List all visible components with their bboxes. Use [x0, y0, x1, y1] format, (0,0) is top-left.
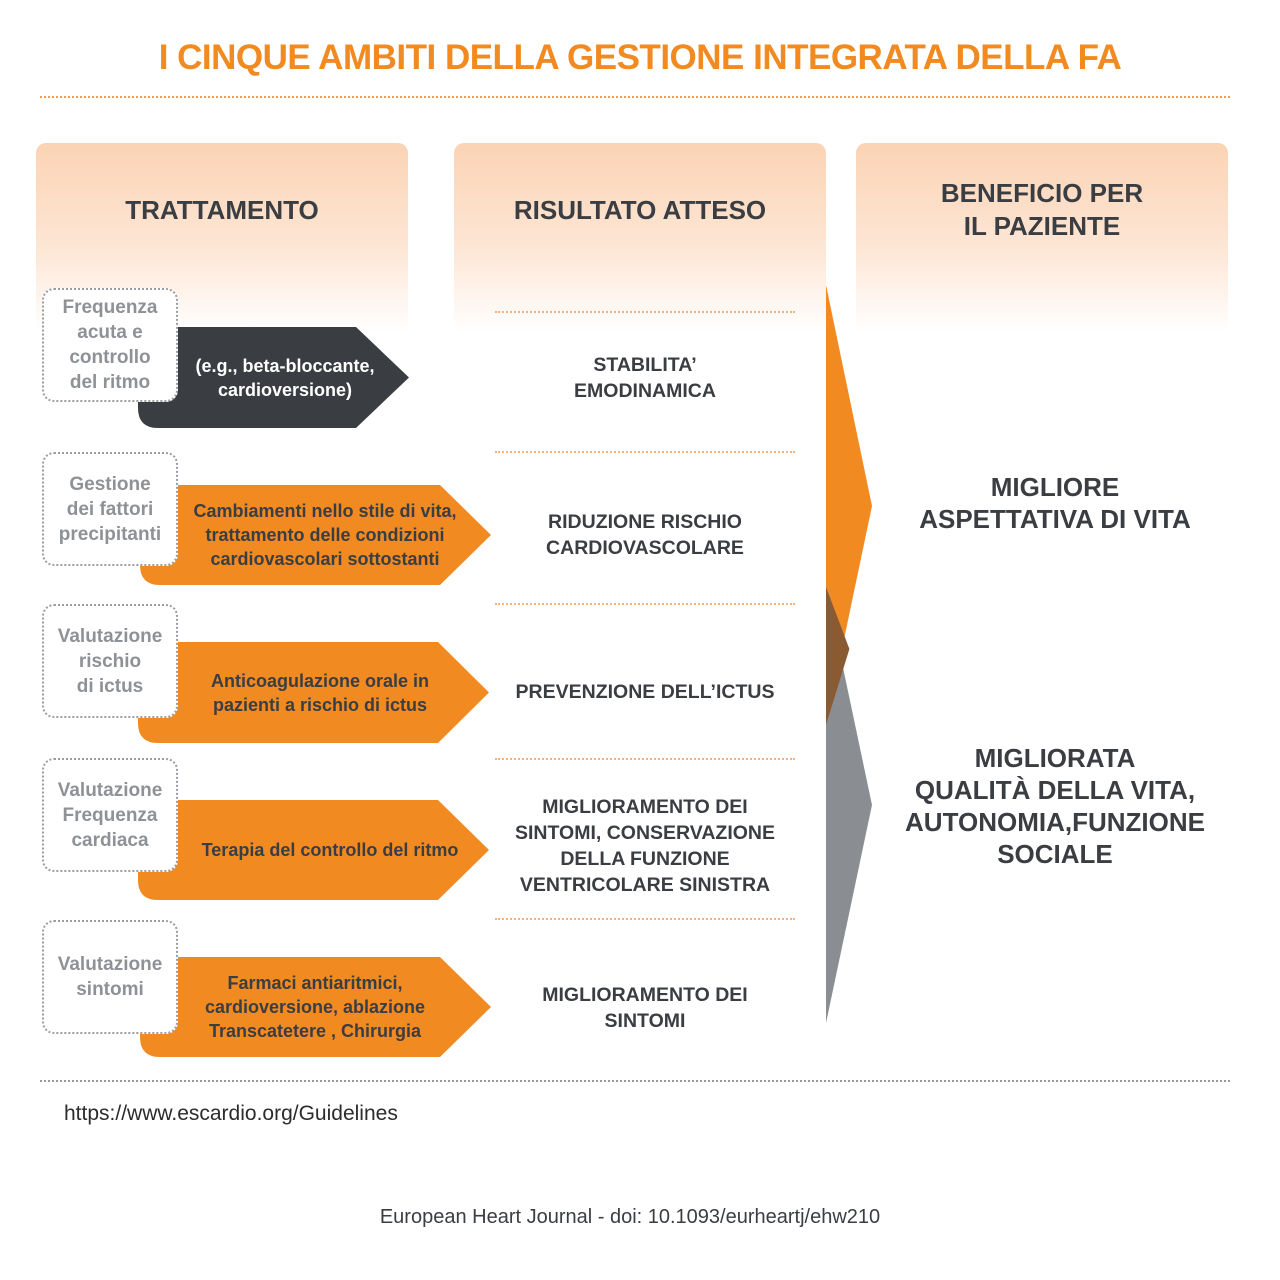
row-separator: [495, 451, 795, 453]
result-line: RIDUZIONE RISCHIO: [548, 511, 742, 533]
row-separator: [495, 758, 795, 760]
treatment-line: Anticoagulazione orale in: [210, 670, 430, 691]
question-line: Gestione: [69, 473, 151, 495]
question-line: rischio: [78, 650, 142, 672]
result-line: STABILITA’: [593, 354, 697, 376]
treatment-arrow-4: [138, 800, 490, 900]
question-box-3: [42, 604, 178, 718]
treatment-line: (e.g., beta-bloccante,: [195, 355, 375, 376]
question-line: Valutazione: [57, 625, 163, 647]
question-line: acuta e: [77, 322, 143, 343]
row-separator: [495, 603, 795, 605]
benefit-line: QUALITÀ DELLA VITA,: [914, 775, 1196, 805]
benefit-life-expectancy: [880, 471, 1230, 535]
expected-result-5: [495, 982, 795, 1034]
treatment-line: cardiovascolari sottostanti: [210, 549, 440, 569]
row-separator: [495, 918, 795, 920]
title-divider: [40, 96, 1230, 98]
treatment-arrow-1: [138, 327, 410, 428]
result-line: SINTOMI: [604, 1010, 686, 1032]
question-box-1: [42, 288, 178, 402]
expected-result-1: [495, 352, 795, 404]
treatment-text-5: [180, 957, 450, 1057]
treatment-line: trattamento delle condizioni: [205, 525, 445, 545]
treatment-line: cardioversione): [217, 379, 353, 400]
treatment-arrow-3: [138, 642, 490, 743]
page-title: I CINQUE AMBITI DELLA GESTIONE INTEGRATA DELLA FA: [158, 38, 1122, 77]
footer-divider: [40, 1080, 1230, 1082]
treatment-text-4: [180, 800, 480, 900]
question-line: del ritmo: [69, 372, 151, 393]
benefit-line: ASPETTATIVA DI VITA: [919, 504, 1191, 534]
row-separator: [495, 311, 795, 313]
question-box-5: [42, 920, 178, 1034]
result-line: EMODINAMICA: [574, 380, 716, 402]
question-line: Frequenza: [62, 804, 158, 826]
column-title-patient-benefit-line2: IL PAZIENTE: [963, 211, 1121, 241]
benefit-line: SOCIALE: [997, 839, 1113, 869]
treatment-text-2: [180, 485, 470, 585]
column-header-patient-benefit: [856, 143, 1228, 333]
result-line: DELLA FUNZIONE: [560, 848, 730, 870]
expected-result-2: [495, 509, 795, 561]
benefit-line: AUTONOMIA,FUNZIONE: [905, 807, 1205, 837]
result-line: SINTOMI, CONSERVAZIONE: [514, 822, 776, 844]
question-line: dei fattori: [66, 498, 154, 520]
question-line: Valutazione: [57, 954, 163, 975]
result-line: MIGLIORAMENTO DEI: [542, 796, 748, 818]
column-header-expected-result: [454, 143, 826, 333]
benefit-line: MIGLIORATA: [974, 743, 1136, 773]
question-line: Frequenza: [62, 297, 158, 318]
expected-result-3: [495, 679, 795, 705]
column-title-expected-result: RISULTATO ATTESO: [513, 195, 767, 225]
treatment-text-3: [180, 642, 460, 743]
question-box-4: [42, 758, 178, 872]
treatment-text-1: [180, 327, 390, 428]
question-line: sintomi: [76, 979, 144, 1000]
benefit-quality-of-life: [880, 742, 1230, 870]
treatment-line: Transcatetere , Chirurgia: [208, 1021, 422, 1041]
column-title-treatment: TRATTAMENTO: [125, 195, 319, 225]
expected-result-4: [495, 794, 795, 898]
column-title-patient-benefit-line1: BENEFICIO PER: [940, 178, 1144, 208]
result-line: CARDIOVASCOLARE: [546, 537, 744, 559]
result-line: VENTRICOLARE SINISTRA: [519, 874, 771, 896]
guidelines-link[interactable]: https://www.escardio.org/Guidelines: [64, 1102, 398, 1125]
question-line: controllo: [69, 347, 151, 368]
question-line: cardiaca: [71, 829, 149, 851]
citation: European Heart Journal - doi: 10.1093/eurheartj/ehw210: [379, 1206, 881, 1228]
result-line: PREVENZIONE DELL’ICTUS: [515, 681, 775, 703]
treatment-line: Cambiamenti nello stile di vita,: [193, 501, 457, 521]
result-line: MIGLIORAMENTO DEI: [542, 984, 748, 1006]
benefit-line: MIGLIORE: [990, 472, 1120, 502]
question-line: precipitanti: [58, 523, 162, 545]
treatment-line: pazienti a rischio di ictus: [212, 694, 428, 715]
benefit-wedges: [820, 285, 880, 1030]
treatment-line: Terapia del controllo del ritmo: [201, 840, 459, 860]
question-box-2: [42, 452, 178, 566]
treatment-arrow-2: [140, 485, 492, 585]
treatment-line: Farmaci antiaritmici,: [227, 973, 403, 993]
treatment-arrow-5: [140, 957, 492, 1057]
question-line: Valutazione: [57, 779, 163, 801]
treatment-line: cardioversione, ablazione: [204, 997, 426, 1017]
question-line: di ictus: [76, 675, 144, 697]
